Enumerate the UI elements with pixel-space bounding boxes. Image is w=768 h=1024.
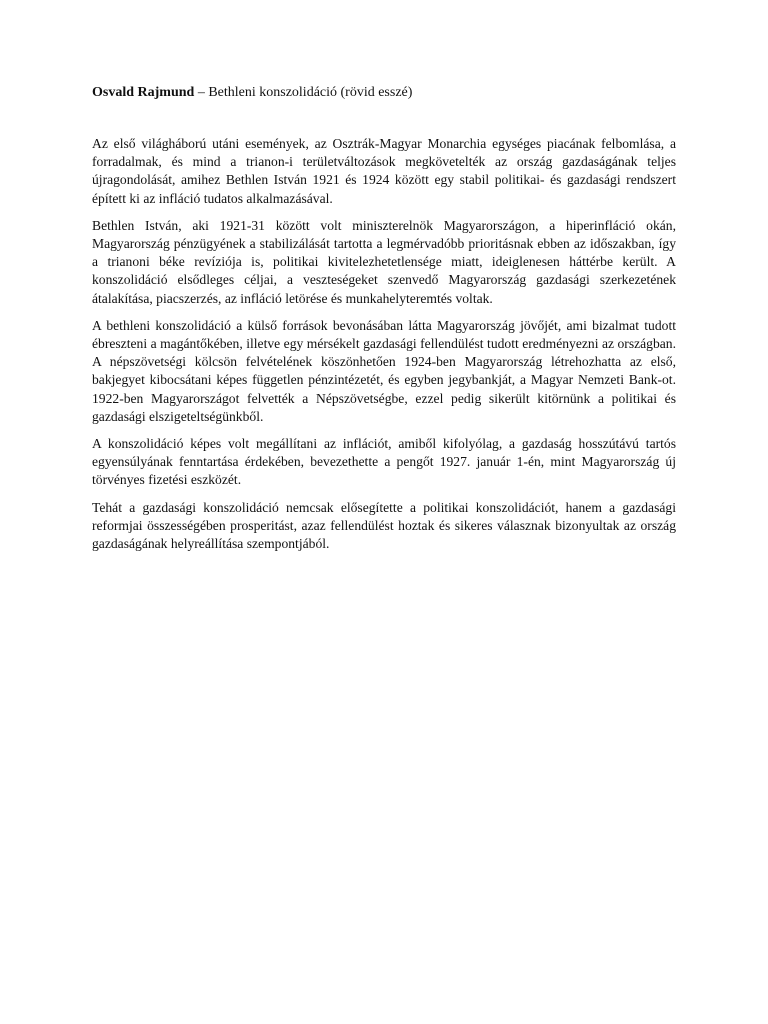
paragraph-bethlen: Bethlen István, aki 1921-31 között volt miniszterelnök Magyarországon, a hiperinfláció okán, Magyarország pénzügyének a stabilizálását tartotta a legmérvadóbb prioritásnak ebben az időszakban, így a trianoni béke revíziója is, politikai kivitelezhetetlensége miatt, ideiglenesen háttérbe került. A konszolidáció elsődleges céljai, a veszteségeket szenvedő Magyarország gazdasági szerkezetének átalakítása, piacszerzés, az infláció letörése és munkahelyteremtés voltak. xyxy=(92,217,676,306)
paragraph-intro: Az első világháború utáni események, az Osztrák-Magyar Monarchia egységes piacának felbomlása, a forradalmak, és mind a trianon-i területváltozások megkövetelték az ország gazdaságának teljes újragondolását, amihez Bethlen István 1921 és 1924 között egy stabil politikai- és gazdasági rendszert épített ki az infláció tudatos alkalmazásával. xyxy=(92,136,676,206)
document-title xyxy=(92,84,676,102)
paragraph-conclusion: Tehát a gazdasági konszolidáció nemcsak elősegítette a politikai konszolidációt, hanem a gazdasági reformjai összességében prosperitást, azaz fellendülést hoztak és sikeres válasznak bizonyultak az ország gazdaságának helyreállítása szempontjából. xyxy=(92,499,676,552)
paragraph-inflation: A konszolidáció képes volt megállítani az inflációt, amiből kifolyólag, a gazdaság hosszútávú tartós egyensúlyának fenntartása érdekében, bevezethette a pengőt 1927. január 1-én, mint Magyarország új törvényes fizetési eszközét. xyxy=(92,436,676,488)
paragraph-external-sources: A bethleni konszolidáció a külső források bevonásában látta Magyarország jövőjét, ami bizalmat tudott ébreszteni a magántőkében, illetve egy mérsékelt gazdasági fellendülést tudott eredményezni az országban. A népszövetségi kölcsön felvételének köszönhetően 1924-ben Magyarország létrehozhatta az első, bakjegyet kibocsátani képes független pénzintézetét, és egyben jegybankját, a Magyar Nemzeti Bank-ot. 1922-ben Magyarországot felvették a Népszövetségbe, ezzel pedig sikerült kitörnünk a politikai és gazdasági elszigeteltségünkből. xyxy=(92,317,676,424)
document-page xyxy=(92,84,676,562)
essay-title: – Bethleni konszolidáció (rövid esszé) xyxy=(194,85,413,100)
author-name: Osvald Rajmund xyxy=(92,85,195,100)
